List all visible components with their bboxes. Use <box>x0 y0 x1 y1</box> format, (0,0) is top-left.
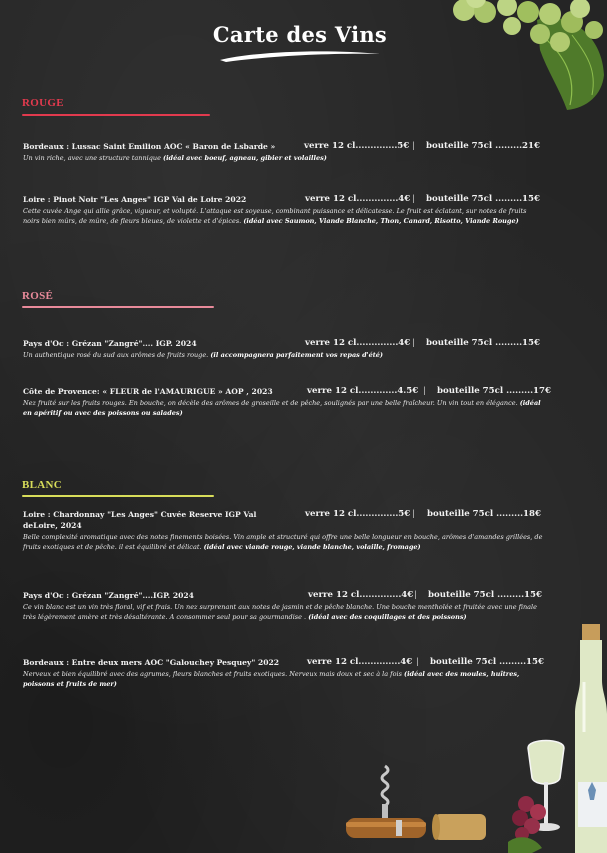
wine-description: Nerveux et bien équilibré avec des agrumes, fleurs blanches et fruits exotiques. Nerveux mais doux et sec à la fois (idéal avec des moules, huîtres, poissons et fruits de mer) <box>23 670 520 688</box>
wine-pairing: (idéal avec des moules, huîtres, poissons et fruits de mer) <box>23 670 520 688</box>
wine-bottle-glass-decoration <box>508 622 607 853</box>
wine-description: Belle complexité aromatique avec des notes finements boisées. Vin ample et structuré qui offre une belle longueur en bouche, arômes d'amandes grillées, de fruits exotiques et de pêche. il est équilibré et délicat. (idéal avec viande rouge, viande blanche, volaille, fromage) <box>23 533 543 551</box>
price-separator: | <box>414 590 417 599</box>
wine-description: Ce vin blanc est un vin très floral, vif et frais. Un nez surprenant aux notes de jasmin et de pêche blanche. Une bouche mentholée et fruitée avec une finale très légèrement amère et très désaltérante. A consommer seul pour sa gourmandise . (idéal avec des coquillages et des poissons) <box>23 603 537 621</box>
wine-name: Bordeaux : Entre deux mers AOC "Galouchey Pesquey" 2022 <box>23 658 280 667</box>
glass-price: verre 12 cl..............4€ <box>305 194 411 204</box>
wine-item <box>23 590 543 622</box>
wine-description: Un vin riche, avec une structure tannique (idéal avec boeuf, agneau, gibier et volailles) <box>23 154 327 162</box>
bottle-price: bouteille 75cl .........18€ <box>427 509 541 519</box>
section-title-rouge: ROUGE <box>22 97 64 109</box>
section-title-rose: ROSÉ <box>22 290 54 302</box>
glass-price: verre 12 cl..............4€ <box>308 590 414 600</box>
wine-item <box>23 657 543 689</box>
wine-item <box>23 141 543 164</box>
title-underline-swash <box>218 48 383 64</box>
price-separator: | <box>416 657 419 666</box>
wine-pairing: (idéal avec boeuf, agneau, gibier et volailles) <box>163 154 327 162</box>
wine-name: Loire : Chardonnay "Les Anges" Cuvée Reserve IGP Val deLoire, 2024 <box>23 510 257 530</box>
glass-price: verre 12 cl..............4€ <box>307 657 413 667</box>
wine-item <box>23 194 543 226</box>
section-divider-blanc <box>22 495 214 497</box>
wine-pairing: (idéal avec viande rouge, viande blanche, volaille, fromage) <box>203 542 421 551</box>
wine-name: Loire : Pinot Noir "Les Anges" IGP Val de Loire 2022 <box>23 195 247 204</box>
section-title-blanc: BLANC <box>22 479 63 491</box>
section-divider-rouge <box>22 114 210 116</box>
glass-price: verre 12 cl..............4€ <box>305 338 411 348</box>
bottle-price: bouteille 75cl .........15€ <box>430 657 544 667</box>
wine-name: Bordeaux : Lussac Saint Emilion AOC « Baron de Lsbarde » <box>23 142 276 151</box>
wine-description: Nez fruité sur les fruits rouges. En bouche, on décèle des arômes de groseille et de pêche, soulignés par une belle fraîcheur. Un vin tout en élégance. (idéal en apéritif ou avec des poissons ou salades) <box>23 399 541 417</box>
page-title: Carte des Vins <box>212 22 388 47</box>
wine-pairing: (il accompagnera parfaitement vos repas d'été) <box>210 351 383 359</box>
wine-item <box>23 386 551 418</box>
glass-price: verre 12 cl..............5€ <box>305 509 411 519</box>
price-separator: | <box>412 509 415 518</box>
section-divider-rose <box>22 306 214 308</box>
wine-pairing: (idéal en apéritif ou avec des poissons ou salades) <box>23 399 541 417</box>
bottle-price: bouteille 75cl .........17€ <box>437 386 551 396</box>
wine-pairing: (idéal avec des coquillages et des poissons) <box>308 612 467 621</box>
price-separator: | <box>423 386 426 395</box>
wine-item <box>23 509 543 552</box>
wine-description: Cette cuvée Ange qui allie grâce, vigueur, et volupté. L'attaque est soyeuse, combinant puissance et délicatesse. Le fruit est éclatant, sur notes de fruits noirs bien mûrs, de mûre, de fleurs bleues, de violette et d'épices. (idéal avec Saumon, Viande Blanche, Thon, Canard, Risotto, Viande Rouge) <box>23 207 527 225</box>
grapes-leaf-decoration <box>452 0 607 112</box>
price-separator: | <box>412 338 415 347</box>
wine-name: Pays d'Oc : Grézan "Zangré".... IGP. 2024 <box>23 339 197 348</box>
bottle-price: bouteille 75cl .........21€ <box>426 141 540 151</box>
wine-description: Un authentique rosé du sud aux arômes de fruits rouge. (il accompagnera parfaitement vos repas d'été) <box>23 351 383 359</box>
glass-price: verre 12 cl..............5€ <box>304 141 410 151</box>
bottle-price: bouteille 75cl .........15€ <box>426 194 540 204</box>
wine-name: Pays d'Oc : Grézan "Zangré"....IGP. 2024 <box>23 591 194 600</box>
price-separator: | <box>412 141 415 150</box>
corkscrew-cork-decoration <box>340 760 500 853</box>
glass-price: verre 12 cl.............4.5€ <box>307 386 419 396</box>
price-separator: | <box>412 194 415 203</box>
wine-item <box>23 338 543 361</box>
bottle-price: bouteille 75cl .........15€ <box>426 338 540 348</box>
wine-name: Côte de Provence: « FLEUR de l'AMAURIGUE » AOP , 2023 <box>23 387 273 396</box>
wine-pairing: (idéal avec Saumon, Viande Blanche, Thon, Canard, Risotto, Viande Rouge) <box>243 216 519 225</box>
bottle-price: bouteille 75cl .........15€ <box>428 590 542 600</box>
